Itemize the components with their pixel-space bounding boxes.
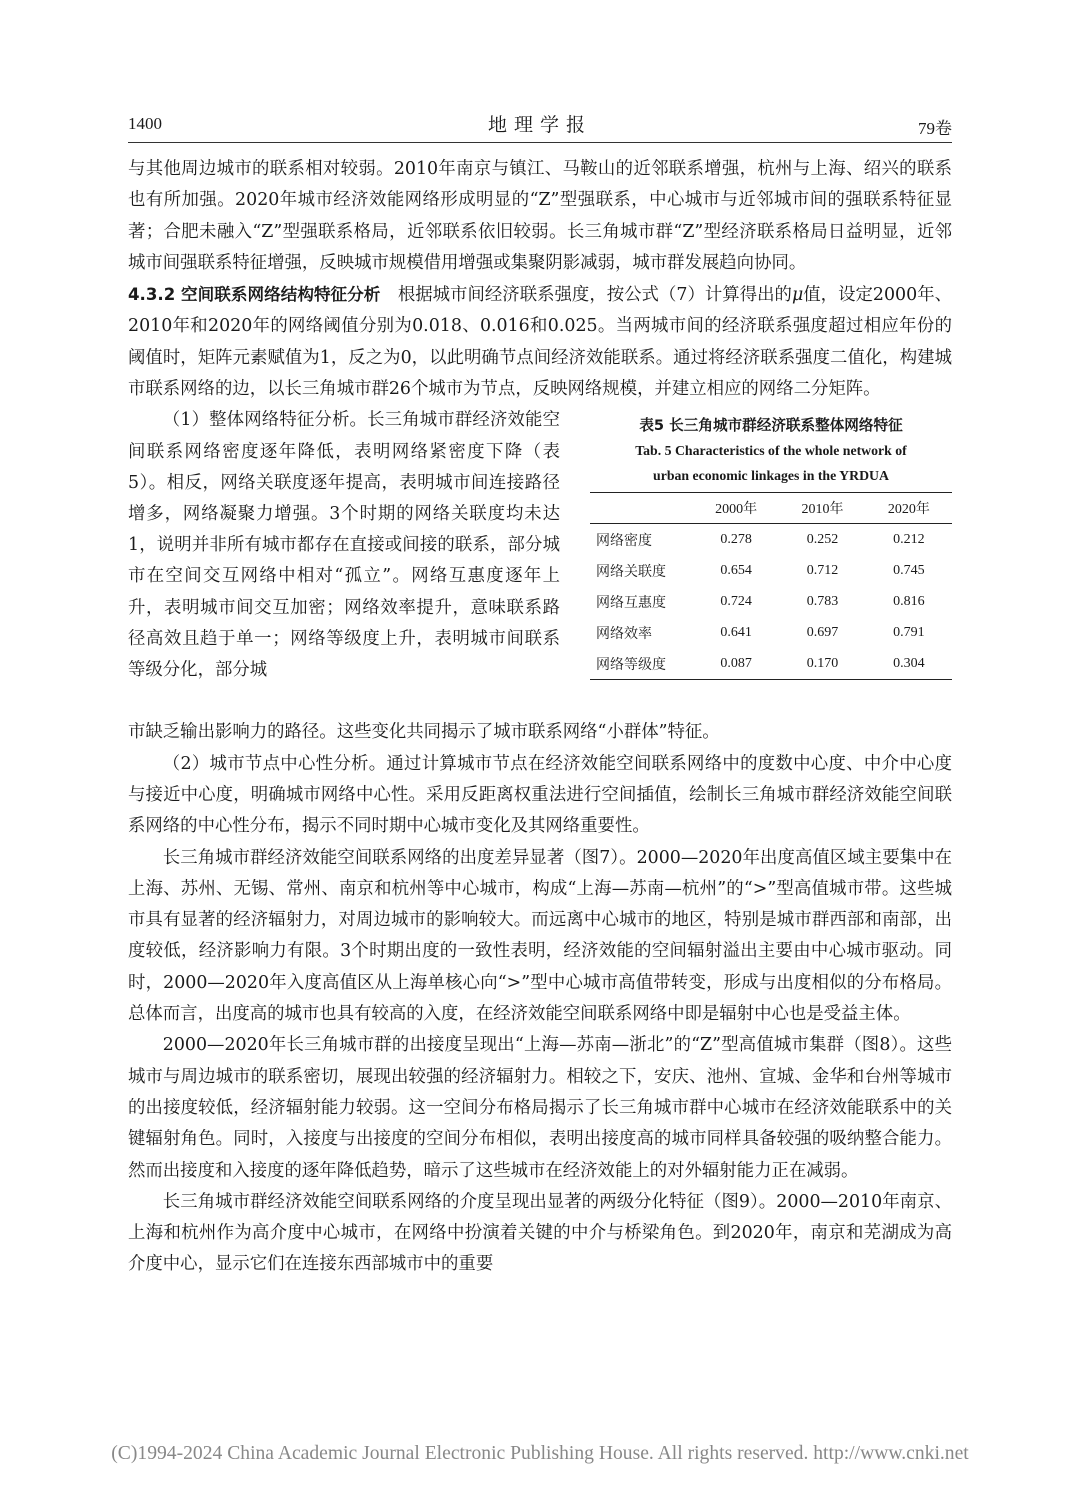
page-number: 1400 [128,114,162,133]
column-header: 2000年 [693,493,779,524]
table-cell: 0.745 [893,562,925,578]
table-5 [590,405,952,680]
paragraph-lead: 根据城市间经济联系强度，按公式（7）计算得出的 [397,285,792,306]
row-label: 网络互惠度 [596,594,666,611]
table-cell: 0.654 [720,562,752,578]
paragraph: 长三角城市群经济效能空间联系网络的出度差异显著（图7）。2000—2020年出度高值区域主要集中在上海、苏州、无锡、常州、南京和杭州等中心城市，构成“上海—苏南—杭州”的“>”型高值城市带。这些城市具有显著的经济辐射力，对周边城市的影响较大。而远离中心城市的地区，特别是城市群西部和南部，出度较低，经济影响力有限。3个时期出度的一致性表明，经济效能的空间辐射溢出主要由中心城市驱动。同时，2000—2020年入度高值区从上海单核心向“>”型中心城市高值带转变，形成与出度相似的分布格局。总体而言，出度高的城市也具有较高的入度，在经济效能空间联系网络中即是辐射中心也是受益主体。 [128,847,952,1025]
table-row [590,648,952,680]
mu-symbol: μ [791,285,804,306]
column-header [590,493,693,524]
table-cell: 0.724 [720,593,752,609]
column-header: 2010年 [779,493,865,524]
paragraph-rest: 值，设定2000年、2010年和2020年的网络阈值分别为0.018、0.016和0.025。当两城市间的经济联系强度超过相应年份的阈值时，矩阵元素赋值为1，反之为0，以此明确节点间经济效能联系。通过将经济联系强度二值化，构建城市联系网络的边，以长三角城市群26个城市为节点，反映网络规模，并建立相应的网络二分矩阵。 [128,285,952,400]
paragraph: （1）整体网络特征分析。长三角城市群经济效能空间联系网络密度逐年降低，表明网络紧密度下降（表5）。相反，网络关联度逐年提高，表明城市间连接路径增多，网络凝聚力增强。3个时期的网络关联度均未达1，说明并非所有城市都存在直接或间接的联系，部分城市在空间交互网络中相对“孤立”。网络互惠度逐年上升，表明城市间交互加密；网络效率提升，意味联系路径高效且趋于单一；网络等级度上升，表明城市间联系等级分化，部分城 [128,410,560,680]
paragraph-section-4-3-2 [128,279,952,405]
row-label: 网络等级度 [590,648,693,680]
row-label: 网络密度 [596,532,652,549]
body-text [128,154,952,1281]
table-caption-en-line1: Tab. 5 Characteristics of the whole network of [635,443,907,459]
table-caption-cn: 表5 长三角城市群经济联系整体网络特征 [639,417,903,435]
section-heading: 4.3.2 空间联系网络结构特征分析 [128,285,381,305]
table-cell: 0.712 [806,562,839,578]
table-cell: 0.212 [893,531,925,547]
copyright-footer: (C)1994-2024 China Academic Journal Electronic Publishing House. All rights reserved. http://www.cnki.net [111,1443,969,1464]
volume-label: 79卷 [918,119,952,138]
table-row [590,555,952,586]
paragraph: 长三角城市群经济效能空间联系网络的介度呈现出显著的两级分化特征（图9）。2000—2010年南京、上海和杭州作为高介度中心城市，在网络中扮演着关键的中介与桥梁角色。到2020年，南京和芜湖成为高介度中心，显示它们在连接东西部城市中的重要 [128,1191,952,1275]
table-row [590,617,952,648]
text-with-table [128,405,952,717]
table-cell: 0.087 [693,648,779,680]
table-cell: 0.697 [806,624,839,640]
table-cell: 0.783 [806,593,839,609]
wrapped-column [128,405,560,686]
row-label: 网络效率 [596,625,652,642]
table-cell: 0.791 [893,624,925,640]
table-row [590,586,952,617]
table-header-row [590,493,952,524]
table-caption-en-line2: urban economic linkages in the YRDUA [653,467,889,483]
table-row [590,524,952,556]
journal-title: 地理学报 [487,115,592,136]
paragraph: （2）城市节点中心性分析。通过计算城市节点在经济效能空间联系网络中的度数中心度、中介中心度与接近中心度，明确城市网络中心性。采用反距离权重法进行空间插值，绘制长三角城市群经济效能空间联系网络的中心性分布，揭示不同时期中心城市变化及其网络重要性。 [128,753,952,837]
table-cell: 0.304 [866,648,952,680]
table-cell: 0.816 [893,593,925,609]
table-cell: 0.641 [720,624,752,640]
page-header [128,108,952,143]
row-label: 网络关联度 [596,563,666,580]
network-characteristics-table [590,492,952,680]
table-cell: 0.252 [806,531,839,547]
paragraph: 市缺乏输出影响力的路径。这些变化共同揭示了城市联系网络“小群体”特征。 [128,722,720,743]
table-cell: 0.170 [779,648,865,680]
table-cell: 0.278 [720,531,752,547]
paragraph: 与其他周边城市的联系相对较弱。2010年南京与镇江、马鞍山的近邻联系增强，杭州与上海、绍兴的联系也有所加强。2020年城市经济效能网络形成明显的“Z”型强联系，中心城市与近邻城市间的强联系特征显著；合肥未融入“Z”型强联系格局，近邻联系依旧较弱。长三角城市群“Z”型经济联系格局日益明显，近邻城市间强联系特征增强，反映城市规模借用增强或集聚阴影减弱，城市群发展趋向协同。 [128,159,952,273]
paragraph: 2000—2020年长三角城市群的出接度呈现出“上海—苏南—浙北”的“Z”型高值城市集群（图8）。这些城市与周边城市的联系密切，展现出较强的经济辐射力。相较之下，安庆、池州、宣城、金华和台州等城市的出接度较低，经济辐射能力较弱。这一空间分布格局揭示了长三角城市群中心城市在经济效能联系中的关键辐射角色。同时，入接度与出接度的空间分布相似，表明出接度高的城市同样具备较强的吸纳整合能力。然而出接度和入接度的逐年降低趋势，暗示了这些城市在经济效能上的对外辐射能力正在减弱。 [128,1035,952,1181]
column-header: 2020年 [866,493,952,524]
